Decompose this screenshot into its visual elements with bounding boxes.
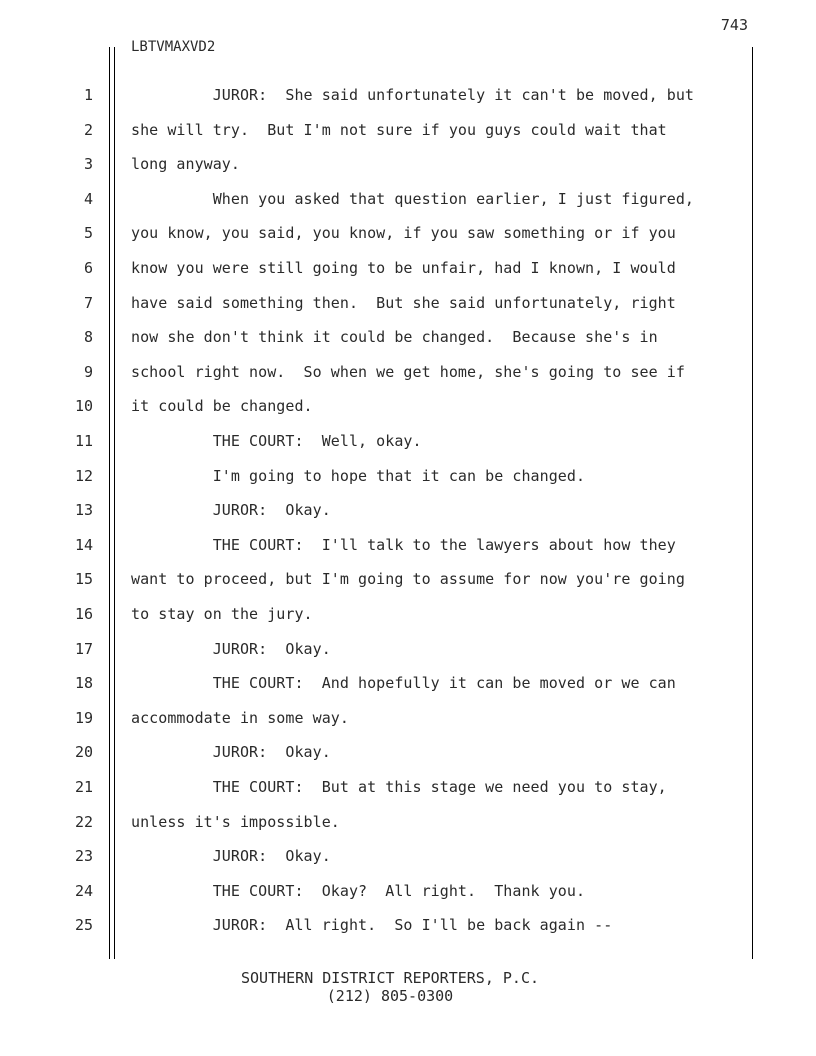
line-number: 16 <box>74 605 93 623</box>
transcript-line: JUROR: All right. So I'll be back again -- <box>131 916 613 935</box>
line-number: 8 <box>83 328 93 347</box>
reporter-phone: (212) 805-0300 <box>326 987 454 1005</box>
transcript-line: JUROR: Okay. <box>131 743 331 762</box>
line-number: 21 <box>74 778 93 796</box>
right-margin-rule <box>752 47 753 959</box>
line-number: 17 <box>74 639 93 658</box>
reporter-name: SOUTHERN DISTRICT REPORTERS, P.C. <box>240 969 539 987</box>
line-number: 20 <box>74 743 93 762</box>
transcript-line: JUROR: Okay. <box>131 639 331 658</box>
line-number: 6 <box>83 259 93 277</box>
line-number: 13 <box>74 501 93 520</box>
transcript-line: THE COURT: I'll talk to the lawyers about how they <box>131 535 676 554</box>
transcript-line: THE COURT: And hopefully it can be moved or we can <box>131 674 676 693</box>
line-number: 3 <box>83 155 93 174</box>
line-number: 15 <box>74 570 93 589</box>
transcript-line: When you asked that question earlier, I just figured, <box>131 189 695 208</box>
left-margin-rule-inner <box>114 47 115 959</box>
transcript-line: JUROR: Okay. <box>131 501 331 520</box>
transcript-line: to stay on the jury. <box>131 605 313 623</box>
transcript-line: unless it's impossible. <box>131 812 340 831</box>
case-code: LBTVMAXVD2 <box>131 39 216 55</box>
transcript-line: JUROR: She said unfortunately it can't be moved, but <box>131 86 695 104</box>
line-number: 1 <box>83 86 93 104</box>
transcript-line: THE COURT: But at this stage we need you to stay, <box>131 778 667 796</box>
line-number: 22 <box>74 812 93 831</box>
transcript-line: JUROR: Okay. <box>131 847 331 866</box>
line-number: 11 <box>74 432 93 450</box>
reporter-footer <box>0 969 780 1005</box>
left-margin-rule <box>109 47 110 959</box>
line-number: 24 <box>74 881 93 900</box>
transcript-line: have said something then. But she said unfortunately, right <box>131 293 676 312</box>
line-number: 14 <box>74 535 93 554</box>
transcript-line: you know, you said, you know, if you saw something or if you <box>131 224 676 243</box>
line-number: 19 <box>74 708 93 727</box>
transcript-line: long anyway. <box>131 155 240 174</box>
transcript-line: now she don't think it could be changed. Because she's in <box>131 328 658 347</box>
page-number: 743 <box>720 16 748 34</box>
line-number: 12 <box>74 466 93 485</box>
transcript-line: know you were still going to be unfair, had I known, I would <box>131 259 676 277</box>
transcript-line: I'm going to hope that it can be changed. <box>131 466 586 485</box>
line-number: 25 <box>74 916 93 935</box>
line-number: 23 <box>74 847 93 866</box>
line-number: 9 <box>83 362 93 381</box>
line-number: 18 <box>74 674 93 693</box>
transcript-line: want to proceed, but I'm going to assume for now you're going <box>131 570 685 589</box>
line-number: 5 <box>83 224 93 243</box>
transcript-line: school right now. So when we get home, she's going to see if <box>131 362 685 381</box>
line-number: 7 <box>83 293 93 312</box>
transcript-line: accommodate in some way. <box>131 708 349 727</box>
transcript-line: THE COURT: Okay? All right. Thank you. <box>131 881 586 900</box>
transcript-line: THE COURT: Well, okay. <box>131 432 422 450</box>
line-number: 4 <box>83 189 93 208</box>
line-number: 10 <box>74 397 93 416</box>
line-number: 2 <box>83 120 93 139</box>
transcript-line: it could be changed. <box>131 397 313 416</box>
transcript-line: she will try. But I'm not sure if you guys could wait that <box>131 120 667 139</box>
